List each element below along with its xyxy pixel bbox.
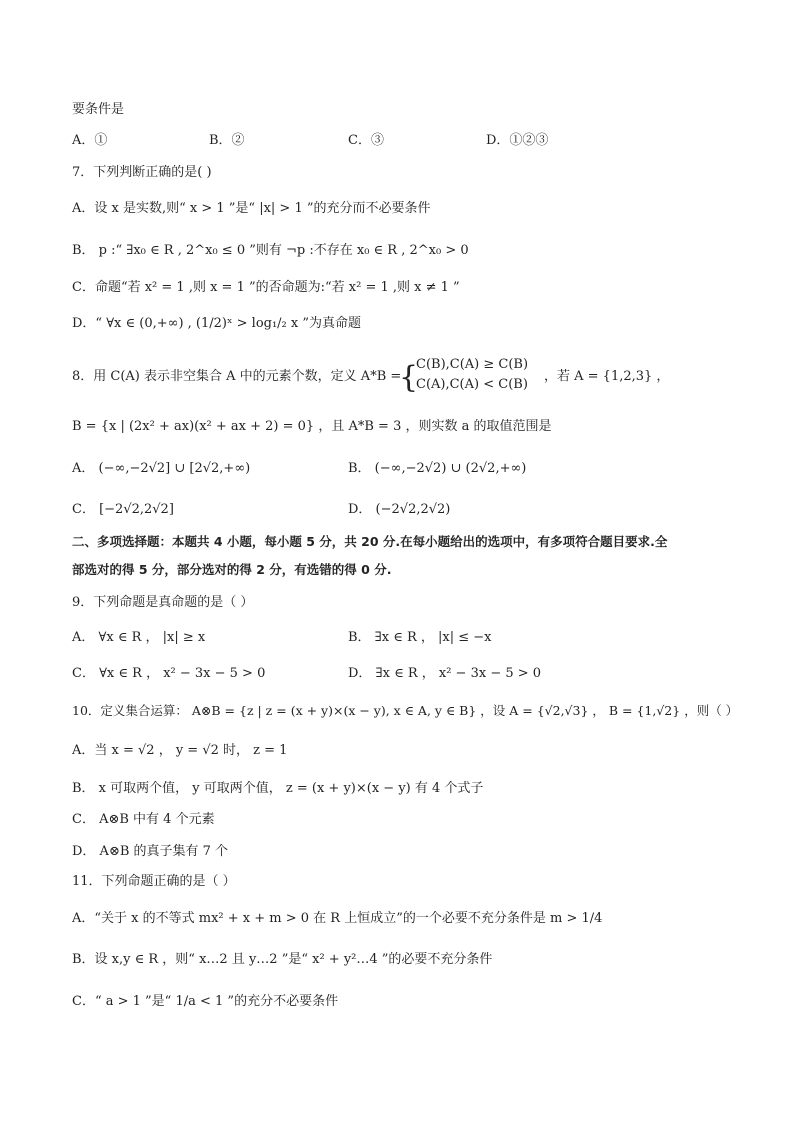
q8-option-c: C． [−2√2,2√2]	[72, 502, 174, 517]
q8-case-2: C(A),C(A) < C(B)	[416, 377, 528, 392]
q11-option-a: A．“关于 x 的不等式 mx² + x + m > 0 在 R 上恒成立”的一个必要不充分条件是 m > 1/4	[72, 911, 603, 926]
question-11: 11．下列命题正确的是（ ）	[72, 874, 236, 889]
section-2-heading-cont: 部选对的得 5 分，部分选对的得 2 分，有选错的得 0 分.	[72, 562, 392, 577]
q8-case-1: C(B),C(A) ≥ C(B)	[416, 357, 529, 372]
brace-symbol: {	[399, 360, 419, 395]
option-c: C．③	[348, 133, 384, 148]
q11-option-c: C．“ a > 1 ”是“ 1/a < 1 ”的充分不必要条件	[72, 994, 339, 1009]
q10-option-b: B． x 可取两个值， y 可取两个值， z = (x + y)×(x − y) 有 4 个式子	[72, 781, 484, 796]
q7-option-b: B． p :“ ∃x₀ ∈ R , 2^x₀ ≤ 0 ”则有 ¬p :不存在 x₀ ∈ R , 2^x₀ > 0	[72, 243, 469, 258]
q11-option-b: B．设 x,y ∈ R ，则“ x…2 且 y…2 ”是“ x² + y²…4 ”的必要不充分条件	[72, 952, 493, 967]
section-2-heading: 二、多项选择题：本题共 4 小题，每小题 5 分，共 20 分.在每小题给出的选项中，有多项符合题目要求.全	[72, 534, 668, 549]
q8-text-end: ，若 A = {1,2,3} ，	[544, 369, 670, 384]
option-d: D．①②③	[486, 133, 549, 148]
q8-option-a: A． (−∞,−2√2] ∪ [2√2,+∞)	[72, 461, 251, 476]
question-10: 10．定义集合运算： A⊗B = {z | z = (x + y)×(x − y), x ∈ A, y ∈ B} ，设 A = {√2,√3} ， B = {1,√2} ，则（ ）	[72, 703, 739, 718]
question-9: 9．下列命题是真命题的是（ ）	[72, 595, 254, 610]
q8-text-start: 8．用 C(A) 表示非空集合 A 中的元素个数，定义 A*B =	[72, 369, 402, 384]
q8-option-d: D． (−2√2,2√2)	[348, 502, 451, 517]
option-a: A．①	[72, 133, 108, 148]
q7-option-d: D．“ ∀x ∈ (0,+∞) , (1/2)ˣ > log₁/₂ x ”为真命题	[72, 316, 362, 331]
q9-option-a: A． ∀x ∈ R ， |x| ≥ x	[72, 630, 206, 645]
q8-text-2: B = {x | (2x² + ax)(x² + ax + 2) = 0} ，且 A*B = 3 ，则实数 a 的取值范围是	[72, 419, 552, 434]
q9-option-c: C． ∀x ∈ R ， x² − 3x − 5 > 0	[72, 666, 266, 681]
q10-option-a: A．当 x = √2 ， y = √2 时， z = 1	[72, 743, 288, 758]
q10-option-d: D． A⊗B 的真子集有 7 个	[72, 844, 229, 859]
q10-option-c: C． A⊗B 中有 4 个元素	[72, 812, 215, 827]
q8-option-b: B． (−∞,−2√2) ∪ (2√2,+∞)	[348, 461, 527, 476]
q9-option-b: B． ∃x ∈ R ， |x| ≤ −x	[348, 630, 492, 645]
question-7: 7．下列判断正确的是( )	[72, 165, 212, 180]
q7-option-a: A．设 x 是实数,则“ x > 1 ”是“ |x| > 1 ”的充分而不必要条件	[72, 201, 431, 216]
text-line: 要条件是	[72, 102, 125, 117]
q7-option-c: C．命题“若 x² = 1 ,则 x = 1 ”的否命题为:“若 x² = 1 ,则 x ≠ 1 ”	[72, 280, 460, 295]
q9-option-d: D． ∃x ∈ R ， x² − 3x − 5 > 0	[348, 666, 542, 681]
option-b: B．②	[209, 133, 245, 148]
